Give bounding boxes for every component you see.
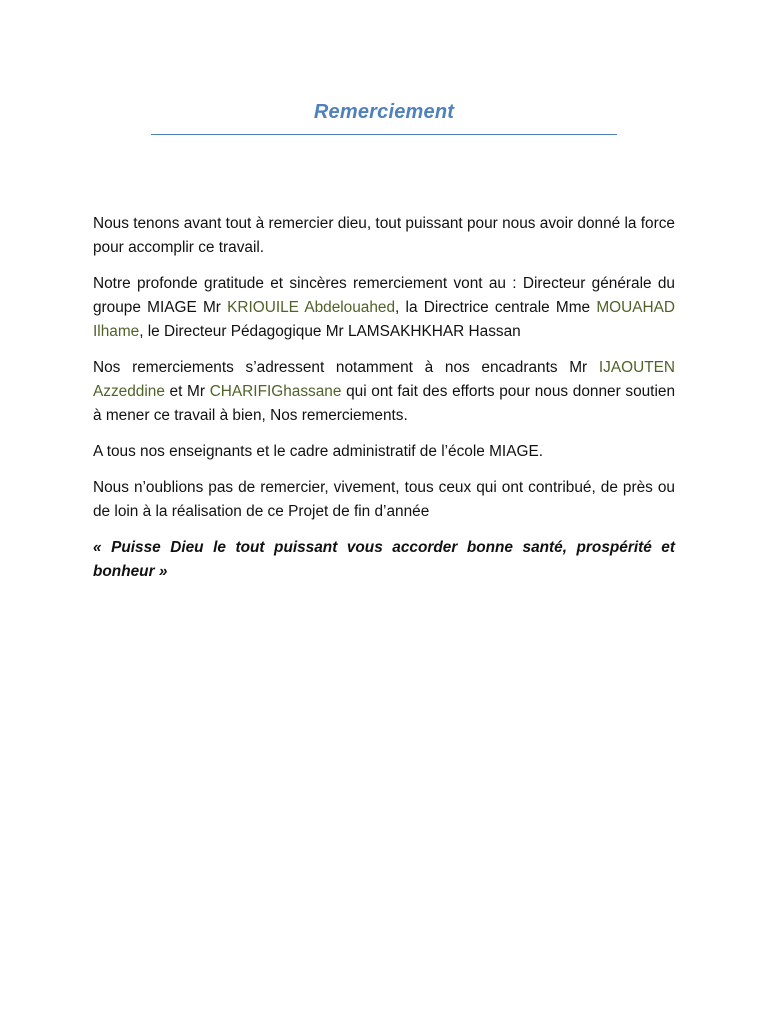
name-highlight: CHARIFIGhassane	[209, 383, 342, 400]
name-highlight: KRIOUILE Abdelouahed	[227, 299, 396, 316]
paragraph-text: , le Directeur Pédagogique Mr LAMSAKHKHAR Hassan	[139, 323, 521, 340]
paragraph-text: Nos remerciements s’adressent notamment à nos encadrants Mr	[93, 359, 599, 376]
name-highlight: IJAOUTEN Azzeddine	[93, 359, 675, 400]
paragraph-text: Notre profonde gratitude et sincères remerciement vont au : Directeur générale du groupe MIAGE Mr	[93, 275, 675, 316]
page-title: Remerciement	[313, 101, 455, 123]
document-body	[93, 212, 675, 596]
paragraph-text: et Mr	[164, 383, 210, 400]
paragraph-text: qui ont fait des efforts pour nous donner soutien à mener ce travail à bien, Nos remerciements.	[93, 383, 676, 424]
paragraph-supervisors	[93, 356, 675, 428]
title-underline	[151, 134, 617, 135]
paragraph-teachers: A tous nos enseignants et le cadre administratif de l’école MIAGE.	[93, 443, 543, 460]
paragraph-text: , la Directrice centrale Mme	[395, 299, 597, 316]
paragraph-thanks-god: Nous tenons avant tout à remercier dieu, tout puissant pour nous avoir donné la force pour accomplir ce travail.	[93, 215, 675, 256]
paragraph-contributors: Nous n’oublions pas de remercier, vivement, tous ceux qui ont contribué, de près ou de loin à la réalisation de ce Projet de fin d’année	[93, 479, 675, 520]
closing-quote: « Puisse Dieu le tout puissant vous accorder bonne santé, prospérité et bonheur »	[93, 539, 675, 580]
paragraph-direction	[93, 272, 675, 344]
name-highlight: MOUAHAD Ilhame	[93, 299, 675, 340]
